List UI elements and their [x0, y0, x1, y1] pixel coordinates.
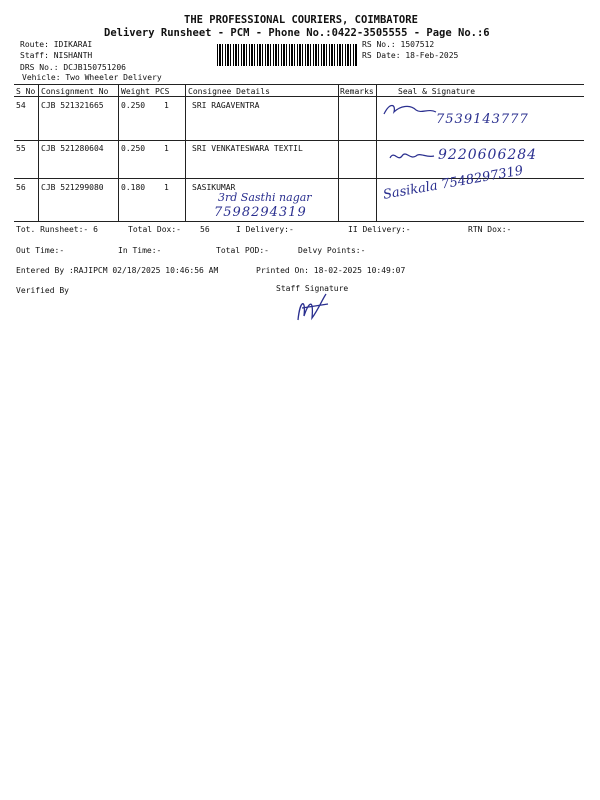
verified-by: Verified By: [16, 286, 69, 295]
rs-date: RS Date: 18-Feb-2025: [362, 51, 459, 60]
out-time: Out Time:-: [16, 246, 65, 255]
cell-weight: 0.180: [121, 183, 146, 192]
cell-pcs: 1: [164, 183, 169, 192]
vehicle-text: Vehicle: Two Wheeler Delivery: [22, 73, 162, 82]
entered-by: Entered By :RAJIPCM 02/18/2025 10:46:56 AM: [16, 266, 219, 275]
cell-weight: 0.250: [121, 144, 146, 153]
header-weight: Weight: [121, 87, 150, 96]
cell-sno: 56: [16, 183, 26, 192]
tot-runsheet: Tot. Runsheet:- 6: [16, 225, 98, 234]
total-dox-value: 56: [200, 225, 210, 234]
in-time: In Time:-: [118, 246, 162, 255]
header-consignee: Consignee Details: [188, 87, 270, 96]
cell-pcs: 1: [164, 101, 169, 110]
signature-handwriting: 9220606284: [438, 147, 538, 163]
header-remarks: Remarks: [340, 87, 374, 96]
printed-on: Printed On: 18-02-2025 10:49:07: [256, 266, 406, 275]
cell-sno: 55: [16, 144, 26, 153]
header-consignment: Consignment No: [41, 87, 109, 96]
cell-consignee: SASIKUMAR: [192, 183, 236, 192]
total-pod: Total POD:-: [216, 246, 269, 255]
cell-consignment: CJB 521321665: [41, 101, 104, 110]
rtn-dox: RTN Dox:-: [468, 225, 512, 234]
signature-handwriting: 7539143777: [436, 112, 529, 127]
i-delivery: I Delivery:-: [236, 225, 294, 234]
barcode: [217, 44, 357, 66]
consignee-note-phone: 7598294319: [214, 205, 307, 220]
signature-scribble: [388, 148, 436, 164]
cell-consignee: SRI VENKATESWARA TEXTIL: [192, 144, 303, 153]
header-sno: S No: [16, 87, 36, 96]
header-signature: Seal & Signature: [398, 87, 476, 96]
header-pcs: PCS: [155, 87, 170, 96]
cell-sno: 54: [16, 101, 26, 110]
signature-handwriting: Sasikala 7548297319: [382, 163, 525, 203]
ii-delivery: II Delivery:-: [348, 225, 411, 234]
cell-pcs: 1: [164, 144, 169, 153]
staff-signature-label: Staff Signature: [276, 284, 349, 293]
cell-consignee: SRI RAGAVENTRA: [192, 101, 260, 110]
staff-signature-scribble: [292, 290, 332, 326]
consignee-note-address: 3rd Sasthi nagar: [218, 191, 312, 204]
rs-number: RS No.: 1507512: [362, 40, 435, 49]
cell-consignment: CJB 521299080: [41, 183, 104, 192]
staff-text: Staff: NISHANTH: [20, 51, 93, 60]
runsheet-subtitle: Delivery Runsheet - PCM - Phone No.:0422-3505555 - Page No.:6: [104, 27, 490, 39]
company-title: THE PROFESSIONAL COURIERS, COIMBATORE: [184, 14, 418, 26]
cell-consignment: CJB 521280604: [41, 144, 104, 153]
drs-number: DRS No.: DCJB150751206: [20, 63, 126, 72]
delvy-points: Delvy Points:-: [298, 246, 366, 255]
route-text: Route: IDIKARAI: [20, 40, 93, 49]
total-dox-label: Total Dox:-: [128, 225, 181, 234]
cell-weight: 0.250: [121, 101, 146, 110]
signature-scribble: [380, 100, 440, 120]
